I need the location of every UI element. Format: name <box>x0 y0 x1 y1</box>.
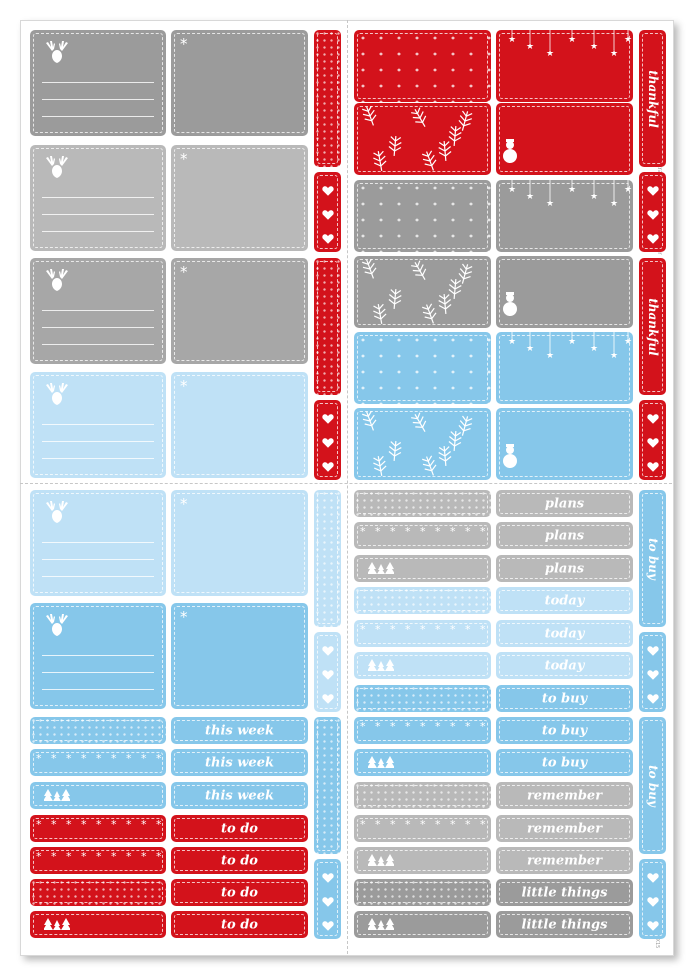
header-strip-sticker <box>354 522 491 549</box>
heart-strip-sticker <box>639 400 666 480</box>
sticker-label: this week <box>205 755 274 770</box>
decorated-box-sticker <box>496 332 633 404</box>
deer-icon <box>43 381 71 411</box>
header-strip-sticker <box>354 782 491 809</box>
heart-icon <box>647 182 659 201</box>
full-box-sticker <box>171 30 308 136</box>
patterned-box-sticker <box>354 30 491 102</box>
full-box-sticker <box>171 258 308 364</box>
svg-text:★: ★ <box>609 351 619 361</box>
header-strip-sticker <box>30 879 166 906</box>
writing-lines <box>42 181 154 239</box>
snowflake-icon: * <box>180 495 188 513</box>
heart-icon <box>322 869 334 888</box>
heart-icon <box>647 434 659 453</box>
snowflake-icon: * <box>180 377 188 395</box>
header-strip-sticker <box>354 555 491 582</box>
sticker-label: to do <box>221 853 258 868</box>
heart-icon <box>647 458 659 477</box>
heart-icon <box>647 666 659 685</box>
tree-icon <box>44 915 70 934</box>
snowflake-row: * * * * * * * * * <box>36 752 165 765</box>
heart-icon <box>322 690 334 709</box>
hanging-stars-icon <box>502 180 632 214</box>
header-strip-sticker <box>30 815 166 842</box>
heart-strip-sticker <box>314 172 341 252</box>
heart-icon <box>647 690 659 709</box>
sticker-label: to do <box>221 917 258 932</box>
writing-lines <box>42 639 154 697</box>
svg-text:★: ★ <box>609 49 619 59</box>
heart-icon <box>322 182 334 201</box>
label-strip-sticker <box>171 717 308 744</box>
heart-icon <box>322 458 334 477</box>
label-strip-sticker <box>496 555 633 582</box>
vertical-label: to buy <box>645 764 660 807</box>
svg-text:★: ★ <box>507 35 517 45</box>
svg-text:★: ★ <box>623 185 632 195</box>
horizontal-cut-line <box>20 483 672 484</box>
header-strip-sticker <box>354 685 491 712</box>
svg-text:★: ★ <box>507 185 517 195</box>
sticker-label: plans <box>544 528 585 543</box>
label-strip-sticker <box>496 522 633 549</box>
vertical-label: to buy <box>645 537 660 580</box>
heart-icon <box>322 206 334 225</box>
sticker-label: remember <box>526 821 603 836</box>
header-strip-sticker <box>30 782 166 809</box>
svg-text:★: ★ <box>609 199 619 209</box>
sticker-label: plans <box>544 496 585 511</box>
heart-strip-sticker <box>314 632 341 712</box>
svg-text:★: ★ <box>567 337 577 347</box>
sticker-label: to buy <box>541 691 588 706</box>
sticker-label: remember <box>526 853 603 868</box>
header-strip-sticker <box>354 815 491 842</box>
decorated-box-sticker <box>496 408 633 480</box>
sticker-label: today <box>544 626 585 641</box>
snowman-icon <box>502 292 518 322</box>
svg-text:★: ★ <box>589 344 599 354</box>
deer-box-sticker <box>30 372 166 478</box>
label-strip-sticker <box>171 782 308 809</box>
sticker-label: to do <box>221 821 258 836</box>
red-strip-sticker <box>314 258 341 395</box>
sticker-label: today <box>544 658 585 673</box>
deer-icon <box>43 39 71 69</box>
sticker-label: to do <box>221 885 258 900</box>
hanging-stars-icon <box>502 332 632 366</box>
deer-icon <box>43 154 71 184</box>
heart-icon <box>322 893 334 912</box>
thankful-strip-sticker <box>639 30 666 167</box>
label-strip-sticker <box>496 685 633 712</box>
sticker-label: little things <box>521 917 608 932</box>
label-strip-sticker <box>496 620 633 647</box>
label-strip-sticker <box>496 815 633 842</box>
patterned-box-sticker <box>354 180 491 252</box>
to-buy-strip-sticker <box>639 717 666 854</box>
heart-icon <box>647 893 659 912</box>
deer-icon <box>43 499 71 529</box>
sticker-label: little things <box>521 885 608 900</box>
blue-strip-sticker <box>314 490 341 627</box>
snowman-icon <box>502 139 518 169</box>
label-strip-sticker <box>171 879 308 906</box>
header-strip-sticker <box>354 749 491 776</box>
sticker-label: today <box>544 593 585 608</box>
heart-icon <box>647 206 659 225</box>
deer-box-sticker <box>30 490 166 596</box>
snowflake-icon: * <box>180 263 188 281</box>
heart-icon <box>647 642 659 661</box>
heart-icon <box>322 230 334 249</box>
label-strip-sticker <box>496 782 633 809</box>
svg-text:★: ★ <box>525 344 535 354</box>
to-buy-strip-sticker <box>639 490 666 627</box>
full-box-sticker <box>171 490 308 596</box>
snowflake-row: * * * * * * * * * <box>360 525 489 538</box>
tree-icon <box>368 656 394 675</box>
label-strip-sticker <box>496 587 633 614</box>
tree-icon <box>368 915 394 934</box>
decorated-box-sticker <box>496 256 633 328</box>
heart-icon <box>322 434 334 453</box>
deer-icon <box>43 612 71 642</box>
label-strip-sticker <box>496 911 633 938</box>
svg-text:★: ★ <box>525 192 535 202</box>
patterned-box-sticker <box>354 408 491 480</box>
patterned-box-sticker <box>354 103 491 175</box>
heart-icon <box>647 230 659 249</box>
heart-strip-sticker <box>639 632 666 712</box>
vertical-cut-line <box>347 20 348 954</box>
vertical-label: thankful <box>645 69 660 128</box>
label-strip-sticker <box>171 847 308 874</box>
svg-text:★: ★ <box>545 199 555 209</box>
heart-icon <box>322 917 334 936</box>
header-strip-sticker <box>30 717 166 744</box>
heart-icon <box>647 917 659 936</box>
label-strip-sticker <box>171 815 308 842</box>
header-strip-sticker <box>354 847 491 874</box>
label-strip-sticker <box>496 652 633 679</box>
snowflake-row: * * * * * * * * * <box>360 623 489 636</box>
decorated-box-sticker <box>496 30 633 102</box>
svg-text:★: ★ <box>623 35 632 45</box>
heart-icon <box>647 410 659 429</box>
header-strip-sticker <box>354 879 491 906</box>
heart-strip-sticker <box>314 400 341 480</box>
tree-icon <box>368 559 394 578</box>
snowflake-row: * * * * * * * * * <box>360 720 489 733</box>
label-strip-sticker <box>496 749 633 776</box>
header-strip-sticker <box>30 749 166 776</box>
heart-strip-sticker <box>639 859 666 939</box>
snowflake-row: * * * * * * * * * <box>360 818 489 831</box>
sticker-label: plans <box>544 561 585 576</box>
header-strip-sticker <box>30 911 166 938</box>
tree-icon <box>44 786 70 805</box>
svg-text:★: ★ <box>525 42 535 52</box>
tree-icon <box>368 753 394 772</box>
writing-lines <box>42 408 154 466</box>
patterned-box-sticker <box>354 256 491 328</box>
svg-text:★: ★ <box>545 351 555 361</box>
decorated-box-sticker <box>496 103 633 175</box>
patterned-box-sticker <box>354 332 491 404</box>
label-strip-sticker <box>171 911 308 938</box>
writing-lines <box>42 526 154 584</box>
label-strip-sticker <box>496 879 633 906</box>
svg-text:★: ★ <box>589 192 599 202</box>
deer-icon <box>43 267 71 297</box>
header-strip-sticker <box>354 717 491 744</box>
sticker-label: remember <box>526 788 603 803</box>
svg-text:★: ★ <box>623 337 632 347</box>
label-strip-sticker <box>496 717 633 744</box>
svg-text:★: ★ <box>507 337 517 347</box>
snowflake-row: * * * * * * * * * <box>36 850 165 863</box>
heart-icon <box>322 642 334 661</box>
deer-box-sticker <box>30 145 166 251</box>
snowflake-icon: * <box>180 608 188 626</box>
svg-text:★: ★ <box>545 49 555 59</box>
writing-lines <box>42 66 154 124</box>
sticker-label: to buy <box>541 723 588 738</box>
header-strip-sticker <box>354 587 491 614</box>
heart-strip-sticker <box>639 172 666 252</box>
blue-strip-sticker <box>314 717 341 854</box>
header-strip-sticker <box>354 620 491 647</box>
writing-lines <box>42 294 154 352</box>
header-strip-sticker <box>354 911 491 938</box>
snowflake-icon: * <box>180 35 188 53</box>
svg-text:★: ★ <box>589 42 599 52</box>
full-box-sticker <box>171 145 308 251</box>
deer-box-sticker <box>30 603 166 709</box>
label-strip-sticker <box>171 749 308 776</box>
svg-text:★: ★ <box>567 35 577 45</box>
hanging-stars-icon <box>502 30 632 64</box>
snowman-icon <box>502 444 518 474</box>
vertical-label: thankful <box>645 297 660 356</box>
decorated-box-sticker <box>496 180 633 252</box>
header-strip-sticker <box>354 652 491 679</box>
full-box-sticker <box>171 372 308 478</box>
heart-strip-sticker <box>314 859 341 939</box>
heart-icon <box>647 869 659 888</box>
snowflake-icon: * <box>180 150 188 168</box>
header-strip-sticker <box>354 490 491 517</box>
sticker-label: to buy <box>541 755 588 770</box>
thankful-strip-sticker <box>639 258 666 395</box>
label-strip-sticker <box>496 490 633 517</box>
label-strip-sticker <box>496 847 633 874</box>
header-strip-sticker <box>30 847 166 874</box>
snowflake-row: * * * * * * * * * <box>36 818 165 831</box>
tree-icon <box>368 851 394 870</box>
svg-text:★: ★ <box>567 185 577 195</box>
sticker-label: this week <box>205 723 274 738</box>
sticker-label: this week <box>205 788 274 803</box>
deer-box-sticker <box>30 30 166 136</box>
heart-icon <box>322 410 334 429</box>
full-box-sticker <box>171 603 308 709</box>
red-strip-sticker <box>314 30 341 167</box>
heart-icon <box>322 666 334 685</box>
deer-box-sticker <box>30 258 166 364</box>
